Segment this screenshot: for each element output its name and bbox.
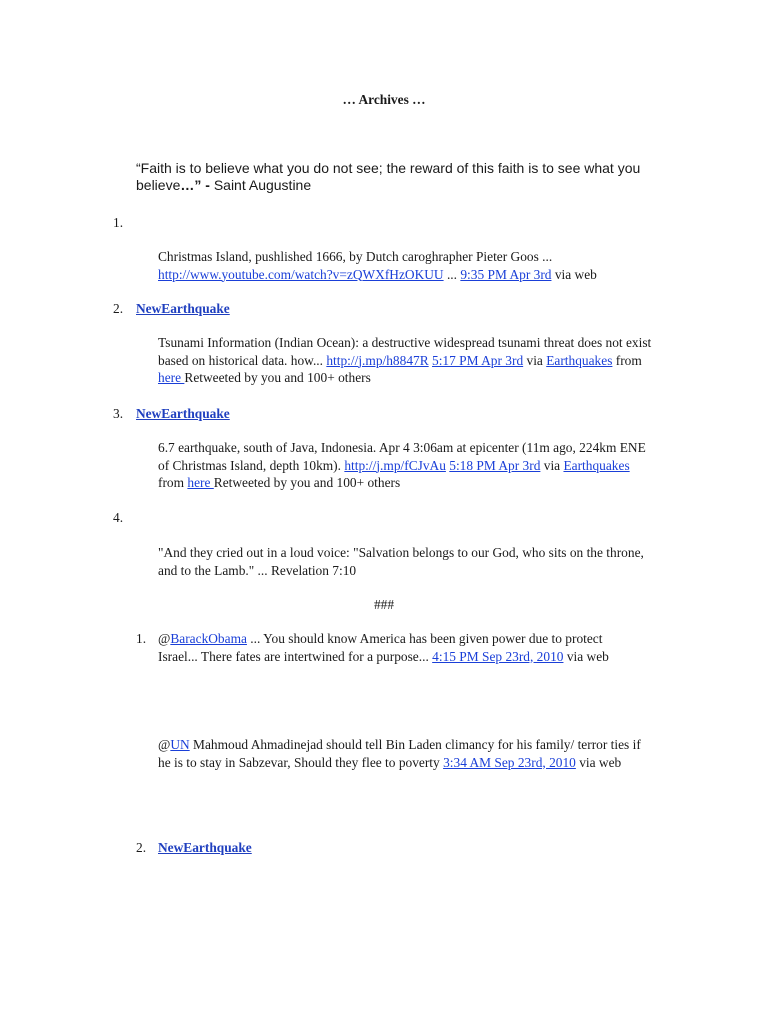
tweet-separator: ... bbox=[443, 266, 461, 282]
tweet-via: via web bbox=[563, 648, 609, 664]
tweet-from: from bbox=[612, 352, 642, 368]
list-item bbox=[158, 736, 648, 771]
tweet-text: Tsunami Information (Indian Ocean): a destructive widespread tsunami threat does not exist based on historical data. how... bbox=[158, 335, 652, 368]
via-link[interactable]: Earthquakes bbox=[563, 457, 630, 473]
tweet-from: from bbox=[158, 475, 188, 490]
tweet-via: via web bbox=[551, 266, 597, 282]
from-link[interactable]: here bbox=[187, 475, 214, 490]
tweet-link[interactable]: http://www.youtube.com/watch?v=zQWXfHzOKUU bbox=[158, 266, 444, 282]
list-item: "And they cried out in a loud voice: "Salvation belongs to our God, who sits on the throne, and to the Lamb." ... Revelation 7:10 bbox=[158, 545, 644, 578]
quote-closing: …” - bbox=[180, 177, 210, 193]
list-item bbox=[158, 439, 658, 492]
tweet-timestamp[interactable]: 3:34 AM Sep 23rd, 2010 bbox=[443, 754, 576, 770]
user-handle[interactable]: NewEarthquake bbox=[158, 840, 252, 855]
tweet-timestamp[interactable]: 4:15 PM Sep 23rd, 2010 bbox=[432, 648, 564, 664]
quote bbox=[136, 160, 676, 194]
tweet-via: via web bbox=[575, 754, 622, 770]
list-number: 2. bbox=[136, 840, 147, 855]
tweet-text: Mahmoud Ahmadinejad should tell Bin Laden climancy for his family/ terror ties if he is to stay in Sabzevar, Should they flee to poverty bbox=[158, 737, 641, 770]
tweet-timestamp[interactable]: 5:17 PM Apr 3rd bbox=[432, 352, 524, 368]
tweet-text: ... You should know America has been given power due to protect Israel... There fates are intertwined for a purpose... bbox=[158, 631, 603, 664]
tweet-text: 6.7 earthquake, south of Java, Indonesia. Apr 4 3:06am at epicenter (11m ago, 224km ENE of Christmas Island, depth 10km). bbox=[158, 440, 646, 473]
tweet-link[interactable]: http://j.mp/fCJvAu bbox=[344, 457, 446, 473]
quote-text: “Faith is to believe what you do not see; the reward of this faith is to see what you believe bbox=[136, 160, 641, 193]
user-handle[interactable]: NewEarthquake bbox=[136, 406, 230, 421]
at-sign: @ bbox=[158, 737, 171, 752]
tweet-via: via bbox=[523, 352, 547, 368]
tweet-text: Christmas Island, pushlished 1666, by Dutch caroghrapher Pieter Goos ... bbox=[158, 249, 553, 264]
list-number: 4. bbox=[113, 510, 124, 525]
tweet-timestamp[interactable]: 5:18 PM Apr 3rd bbox=[449, 457, 541, 473]
via-link[interactable]: Earthquakes bbox=[546, 352, 613, 368]
retweet-info: Retweeted by you and 100+ others bbox=[184, 370, 371, 385]
list-item bbox=[158, 334, 658, 387]
mention-link[interactable]: BarackObama bbox=[170, 631, 247, 646]
tweet-link[interactable]: http://j.mp/h8847R bbox=[326, 352, 429, 368]
section-separator: ### bbox=[373, 597, 395, 612]
list-number: 1. bbox=[136, 631, 147, 646]
tweet-timestamp[interactable]: 9:35 PM Apr 3rd bbox=[460, 266, 552, 282]
from-link[interactable]: here bbox=[158, 370, 185, 385]
list-item bbox=[158, 630, 638, 665]
list-number: 2. bbox=[113, 301, 124, 316]
user-handle[interactable]: NewEarthquake bbox=[136, 301, 230, 316]
at-sign: @ bbox=[158, 631, 171, 646]
list-item bbox=[158, 248, 678, 283]
quote-author: Saint Augustine bbox=[209, 177, 312, 193]
tweet-via: via bbox=[540, 457, 564, 473]
retweet-info: Retweeted by you and 100+ others bbox=[213, 475, 401, 490]
list-number: 3. bbox=[113, 406, 124, 421]
mention-link[interactable]: UN bbox=[170, 737, 190, 752]
list-number: 1. bbox=[113, 215, 124, 230]
page-title: … Archives … bbox=[342, 92, 426, 107]
